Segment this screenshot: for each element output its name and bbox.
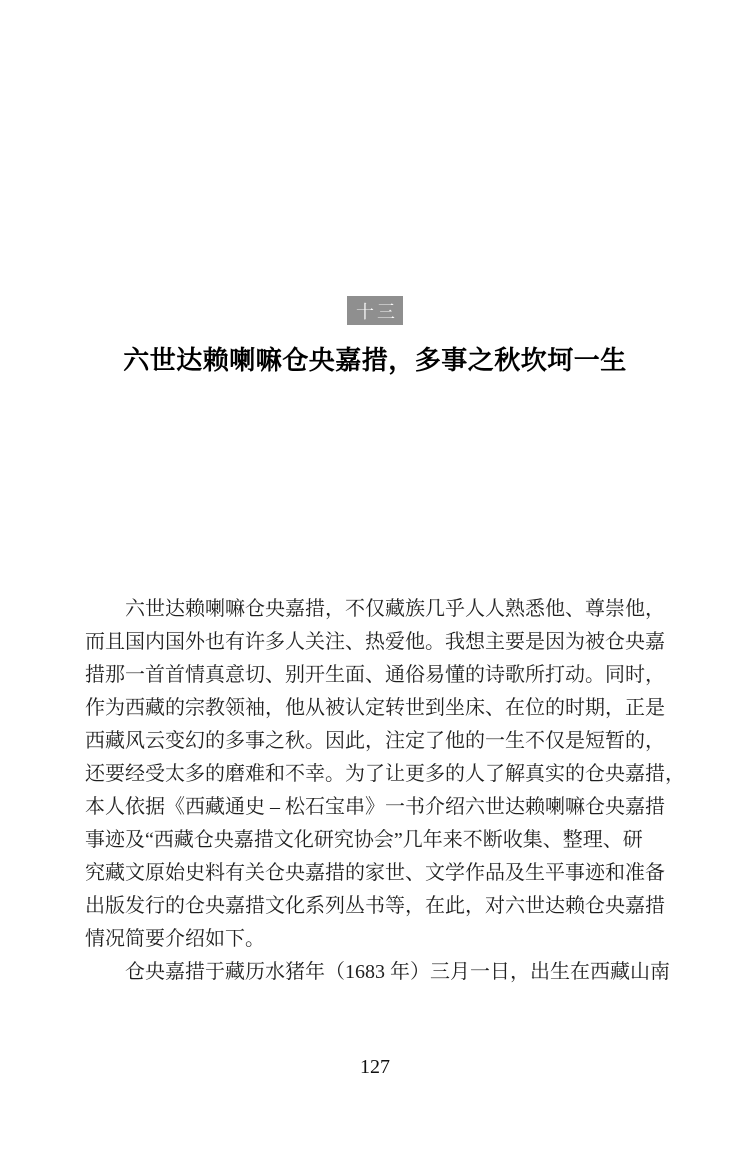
text-line: 仓央嘉措于藏历水猪年（1683 年）三月一日，出生在西藏山南: [125, 961, 670, 983]
text-line: 出版发行的仓央嘉措文化系列丛书等，在此，对六世达赖仓央嘉措: [85, 895, 665, 917]
text-line: 而且国内国外也有许多人关注、热爱他。我想主要是因为被仓央嘉: [85, 631, 665, 653]
text-line: 事迹及“西藏仓央嘉措文化研究协会”几年来不断收集、整理、研: [85, 829, 643, 851]
page-number: 127: [360, 1056, 390, 1078]
body-text: [85, 593, 685, 989]
text-line: 本人依据《西藏通史 – 松石宝串》一书介绍六世达赖喇嘛仓央嘉措: [85, 796, 665, 818]
text-line: 作为西藏的宗教领袖，他从被认定转世到坐床、在位的时期，正是: [85, 697, 665, 719]
paragraph: [85, 956, 670, 989]
text-line: 六世达赖喇嘛仓央嘉措，不仅藏族几乎人人熟悉他、尊崇他，: [125, 598, 665, 620]
chapter-number-badge: 十三: [347, 296, 403, 325]
paragraph: [85, 593, 685, 956]
text-line: 措那一首首情真意切、别开生面、通俗易懂的诗歌所打动。同时，: [85, 664, 665, 686]
chapter-title: 六世达赖喇嘛仓央嘉措，多事之秋坎坷一生: [123, 346, 627, 375]
text-line: 西藏风云变幻的多事之秋。因此，注定了他的一生不仅是短暂的，: [85, 730, 665, 752]
text-line: 还要经受太多的磨难和不幸。为了让更多的人了解真实的仓央嘉措，: [85, 763, 685, 785]
text-line: 究藏文原始史料有关仓央嘉措的家世、文学作品及生平事迹和准备: [85, 862, 665, 884]
text-line: 情况简要介绍如下。: [85, 928, 265, 950]
